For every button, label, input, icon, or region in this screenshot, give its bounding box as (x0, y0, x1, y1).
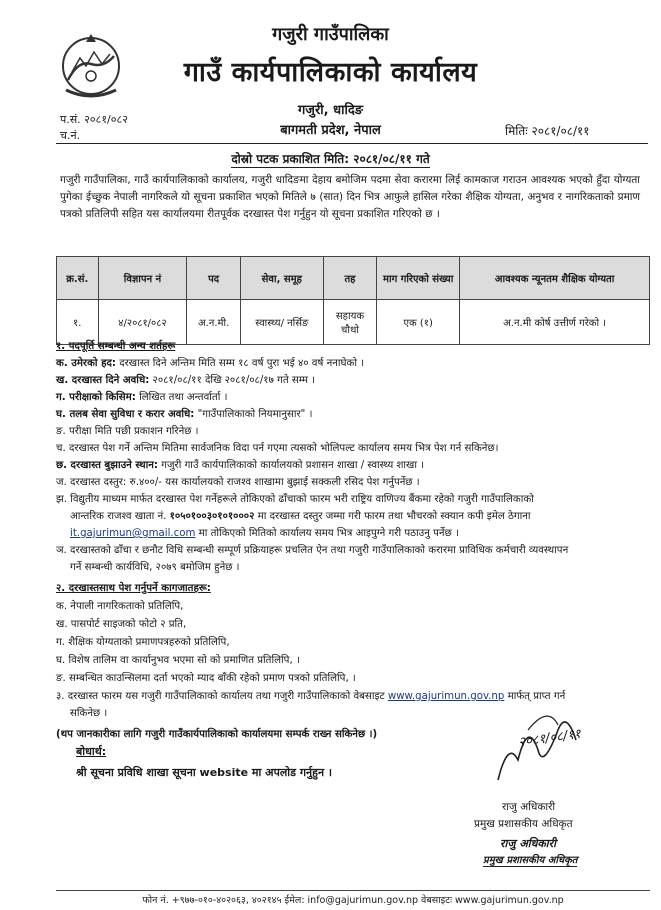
website-note: ३. दरखास्त फारम यस गजुरी गाउँपालिकाको कार्यालय तथा गजुरी गाउँपालिकाको वेबसाइट www.gajurimun.gov.np मार्फत् प्राप्त गर्न (56, 691, 566, 702)
cell-demand-count: एक (१) (377, 300, 460, 345)
vacancy-table (56, 256, 650, 345)
footer-contact: फोन नं. +९७७-०१०-४०२०६३, ४०२१४५ ईमेल: info@gajurimun.gov.np वेबसाइटः www.gajurimun.gov.np (56, 890, 650, 906)
col-qualification: आवश्यक न्यूनतम शैक्षिक योग्यता (460, 257, 650, 300)
col-level: तह (323, 257, 376, 300)
document-item: घ. विशेष तालिम वा कार्यानुभव भएमा सो को प्रमाणित प्रतिलिपि, । (56, 655, 300, 666)
conditions-heading: १. पदपूर्ति सम्बन्धी अन्य शर्तहरू (56, 341, 176, 352)
condition-item-jha-cont: आन्तरिक राजश्व खाता नं. १०५०१००३०१०१०००२ मा दरखास्त दस्तुर जम्मा गरी फारम तथा भौचरको स्क्यान कपी इमेल ठेगाना (70, 511, 531, 522)
signatory-title: प्रमुख प्रशासकीय अधिकृत (474, 818, 573, 830)
email-link[interactable]: it.gajurimun@gmail.com (70, 528, 196, 539)
letter-date: मितिः २०८१/०८/११ (505, 124, 590, 138)
website-link[interactable]: www.gajurimun.gov.np (387, 691, 505, 702)
notice-intro: गजुरी गाउँपालिका, गाउँ कार्यपालिकाको कार्यालय, गजुरी धादिङमा देहाय बमोजिम पदमा सेवा करारमा लिई कामकाज गराउन आवश्यक भएको हुँदा योग्यता पुगेका ईच्छुक नेपाली नागरिकले यो सूचना प्रकाशित भएको मितिले ७ (सात) दिन भित्र आफुले हासिल गरेका शैक्षिक योग्यता, अनुभव र नागरिकताको प्रमाण पत्रको प्रतिलिपी सहित यस कार्यालयमा रीतपूर्वक दरखास्त पेश गर्नुहुन यो सूचना प्रकाशित गरिएको छ । (60, 174, 640, 220)
cell-serial: १. (57, 300, 99, 345)
signature-icon (488, 700, 628, 790)
cc-heading: बोधार्थ: (76, 745, 107, 758)
office-place: गजुरी, धादिङ (297, 103, 364, 118)
stamp-title: प्रमुख प्रशासकीय अधिकृत (483, 852, 577, 867)
condition-item-nya: ञ. दरखास्तको ढाँचा र छनौट विधि सम्बन्धी सम्पूर्ण प्रक्रियाहरू प्रचलित ऐन तथा गजुरी गाउँपालिकाको करारमा प्राविधिक कर्मचारी व्यवस्थापन (56, 545, 569, 556)
document-item: ख. पासपोर्ट साइजको फोटो २ प्रति, (56, 619, 187, 630)
contact-note: (थप जानकारीका लागि गजुरी गाउँकार्यपालिकाको कार्यालयमा सम्पर्क राख्न सकिनेछ ।) (56, 729, 378, 740)
cell-service-group: स्वास्थ्य/ नर्सिङ (240, 300, 323, 345)
condition-item: ङ. परीक्षा मिति पछी प्रकाशन गरिनेछ । (56, 426, 199, 437)
document-item: ग. शैक्षिक योग्यताको प्रमाणपत्रहरुको प्रतिलिपि, (56, 637, 230, 648)
col-service-group: सेवा, समूह (240, 257, 323, 300)
notice-title: दोस्रो पटक प्रकाशित मिति: २०८१/०८/११ गते (231, 152, 430, 166)
signatory-name: राजु अधिकारी (502, 801, 556, 813)
header-divider (56, 143, 648, 144)
col-post: पद (187, 257, 240, 300)
office-name: गाउँ कार्यपालिकाको कार्यालय (183, 57, 478, 88)
condition-item: क. उमेरको हद: दरखास्त दिने अन्तिम मिति सम्म १८ वर्ष पुरा भई ४० वर्ष ननाघेको । (56, 358, 365, 369)
condition-item: घ. तलब सेवा सुविधा र करार अवधि: "गाउँपालिकाको नियमानुसार" । (56, 409, 313, 420)
condition-item: ख. दरखास्त दिने अवधि: २०८१/०८/११ देखि २०८१/०८/१७ गते सम्म । (56, 375, 316, 386)
condition-item: छ. दरखास्त बुझाउने स्थान: गजुरी गाउँ कार्यपालिकाको कार्यालयको प्रशासन शाखा / स्वास्थ्य शाखा । (56, 460, 425, 471)
condition-item-jha-cont: it.gajurimun@gmail.com मा तोकिएको मितिको कार्यालय समय भित्र आइपुग्ने गरी पठाउनु पर्नेछ । (70, 528, 459, 539)
col-ad-number: विज्ञापन नं (98, 257, 187, 300)
cell-level: सहायक चौथो (323, 300, 376, 345)
handwritten-date: २०८१/०८/११ (517, 726, 582, 751)
condition-item-nya-cont: गर्ने सम्बन्धी कार्यविधि, २०७९ बमोजिम हुनेछ । (70, 562, 240, 573)
cc-text: श्री सूचना प्रविधि शाखा सूचना website मा अपलोड गर्नुहुन । (76, 766, 333, 779)
col-demand-count: माग गरिएको संख्या (377, 257, 460, 300)
stamp-name: राजु अधिकारी (500, 837, 557, 850)
condition-item-jha: झ. विद्युतीय माध्यम मार्फत दरखास्त पेश गर्नेहरूले तोकिएको ढाँचाको फारम भरी राष्ट्रिय वाणिज्य बैंकमा रहेको गजुरी गाउँपालिकाको (56, 494, 534, 505)
document-item: क. नेपाली नागरिकताको प्रतिलिपि, (56, 601, 184, 612)
cell-post: अ.न.मी. (187, 300, 240, 345)
office-province: बागमती प्रदेश, नेपाल (280, 123, 381, 138)
account-number: १०५०१००३०१०१०००२ (169, 511, 255, 522)
condition-item: ज. दरखास्त दस्तुर: रु.४००/- यस कार्यालयको राजश्व शाखामा बुझाई सक्कली रसिद पेश गर्नुपर्नेछ । (56, 477, 420, 488)
dispatch-number: च.नं. (60, 129, 81, 142)
condition-item: ग. परीक्षाको किसिम: लिखित तथा अन्तर्वार्ता । (56, 392, 228, 403)
document-item: ङ. सम्बन्धित काउन्सिलमा दर्ता भएको म्याद बाँकी रहेको प्रमाण पत्रको प्रतिलिपि, । (56, 673, 356, 684)
col-serial: क्र.सं. (57, 257, 99, 300)
reference-number: प.सं. २०८१/०८२ (60, 113, 128, 126)
website-note-cont: सकिनेछ । (70, 708, 108, 719)
cell-qualification: अ.न.मी कोर्ष उत्तीर्ण गरेको । (460, 300, 650, 345)
cell-ad-number: ४/२०८१/०८२ (98, 300, 187, 345)
documents-heading: २. दरखास्तसाथ पेश गर्नुपर्ने कागजातहरू: (56, 583, 211, 594)
municipality-name: गजुरी गाउँपालिका (272, 24, 389, 45)
table-header-row (57, 257, 650, 300)
condition-item: च. दरखास्त पेश गर्ने अन्तिम मितिमा सार्वजनिक विदा पर्न गएमा त्यसको भोलिपल्ट कार्यालय समय भित्र पेश गर्न सकिनेछ। (56, 443, 499, 454)
